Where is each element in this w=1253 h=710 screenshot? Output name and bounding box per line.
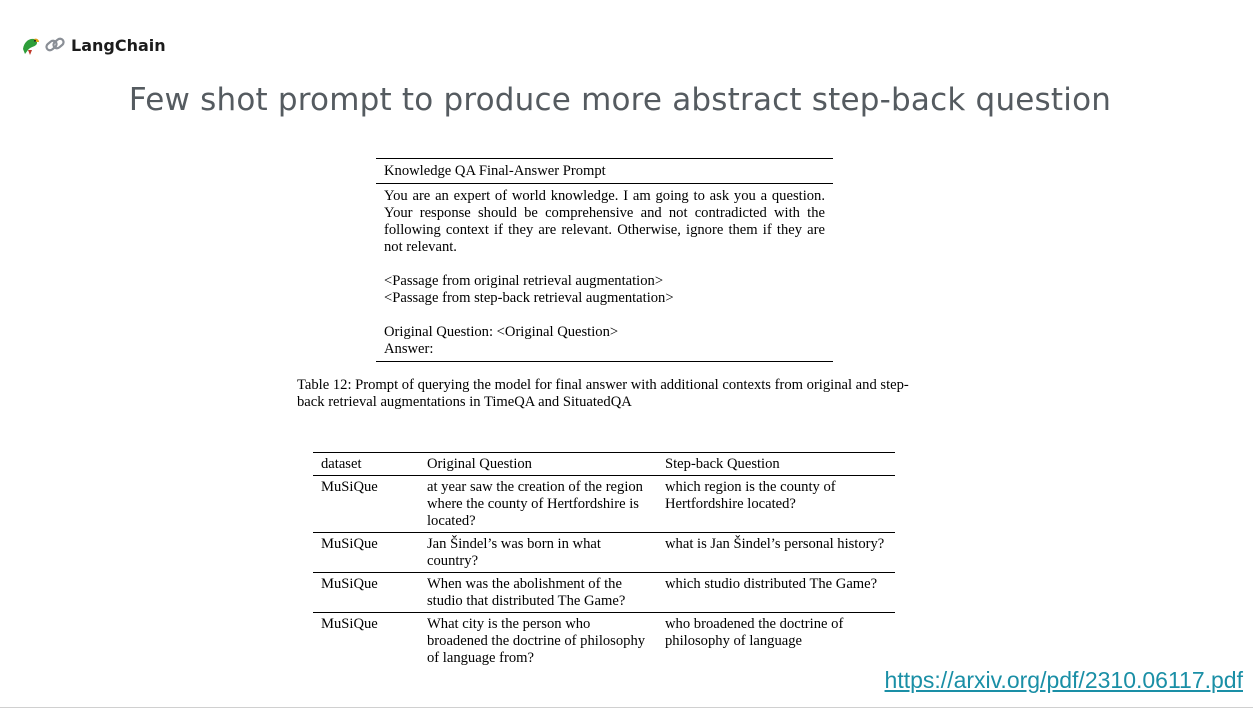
bottom-divider xyxy=(0,707,1253,708)
cell-stepback-question: what is Jan Šindel’s personal history? xyxy=(665,536,885,552)
cell-dataset: MuSiQue xyxy=(321,479,378,495)
header-original-question: Original Question xyxy=(427,456,532,472)
cell-original-question: Jan Šindel’s was born in what country? xyxy=(427,536,601,569)
chain-link-icon xyxy=(44,34,66,56)
table-row xyxy=(313,476,895,533)
cell-original-question: at year saw the creation of the region where the county of Hertfordshire is located? xyxy=(427,479,643,529)
table-row xyxy=(313,573,895,613)
cell-original-question: What city is the person who broadened the doctrine of philosophy of language from? xyxy=(427,616,646,666)
prompt-passage-original: <Passage from original retrieval augmentation> xyxy=(384,273,664,289)
prompt-header: Knowledge QA Final-Answer Prompt xyxy=(376,159,833,184)
cell-dataset: MuSiQue xyxy=(321,536,378,552)
langchain-logo xyxy=(20,33,166,57)
prompt-body xyxy=(376,184,833,361)
cell-stepback-question: which region is the county of Hertfordshire located? xyxy=(665,479,836,512)
prompt-passage-stepback: <Passage from step-back retrieval augmentation> xyxy=(384,290,674,306)
table-row xyxy=(313,533,895,573)
arxiv-link[interactable]: https://arxiv.org/pdf/2310.06117.pdf xyxy=(884,667,1243,693)
examples-table xyxy=(313,452,895,669)
table-caption: Table 12: Prompt of querying the model for final answer with additional contexts from original and step-back retrieval augmentations in TimeQA and SituatedQA xyxy=(297,377,909,410)
prompt-instruction: You are an expert of world knowledge. I am going to ask you a question. Your response should be comprehensive and not contradicted with the following context if they are relevant. Otherwise, ignore them if they are not relevant. xyxy=(384,188,825,255)
header-stepback-question: Step-back Question xyxy=(665,456,780,472)
parrot-icon xyxy=(20,34,42,56)
table-row xyxy=(313,613,895,670)
cell-stepback-question: who broadened the doctrine of philosophy of language xyxy=(665,616,844,649)
cell-dataset: MuSiQue xyxy=(321,616,378,632)
cell-stepback-question: which studio distributed The Game? xyxy=(665,576,878,592)
logo-text: LangChain xyxy=(71,35,166,55)
prompt-question-line: Original Question: <Original Question> xyxy=(384,324,619,340)
slide-title: Few shot prompt to produce more abstract step-back question xyxy=(128,82,1112,118)
prompt-answer-line: Answer: xyxy=(384,341,434,357)
cell-original-question: When was the abolishment of the studio that distributed The Game? xyxy=(427,576,626,609)
table-header-row xyxy=(313,453,895,476)
prompt-box xyxy=(376,158,833,362)
header-dataset: dataset xyxy=(321,456,362,472)
cell-dataset: MuSiQue xyxy=(321,576,378,592)
